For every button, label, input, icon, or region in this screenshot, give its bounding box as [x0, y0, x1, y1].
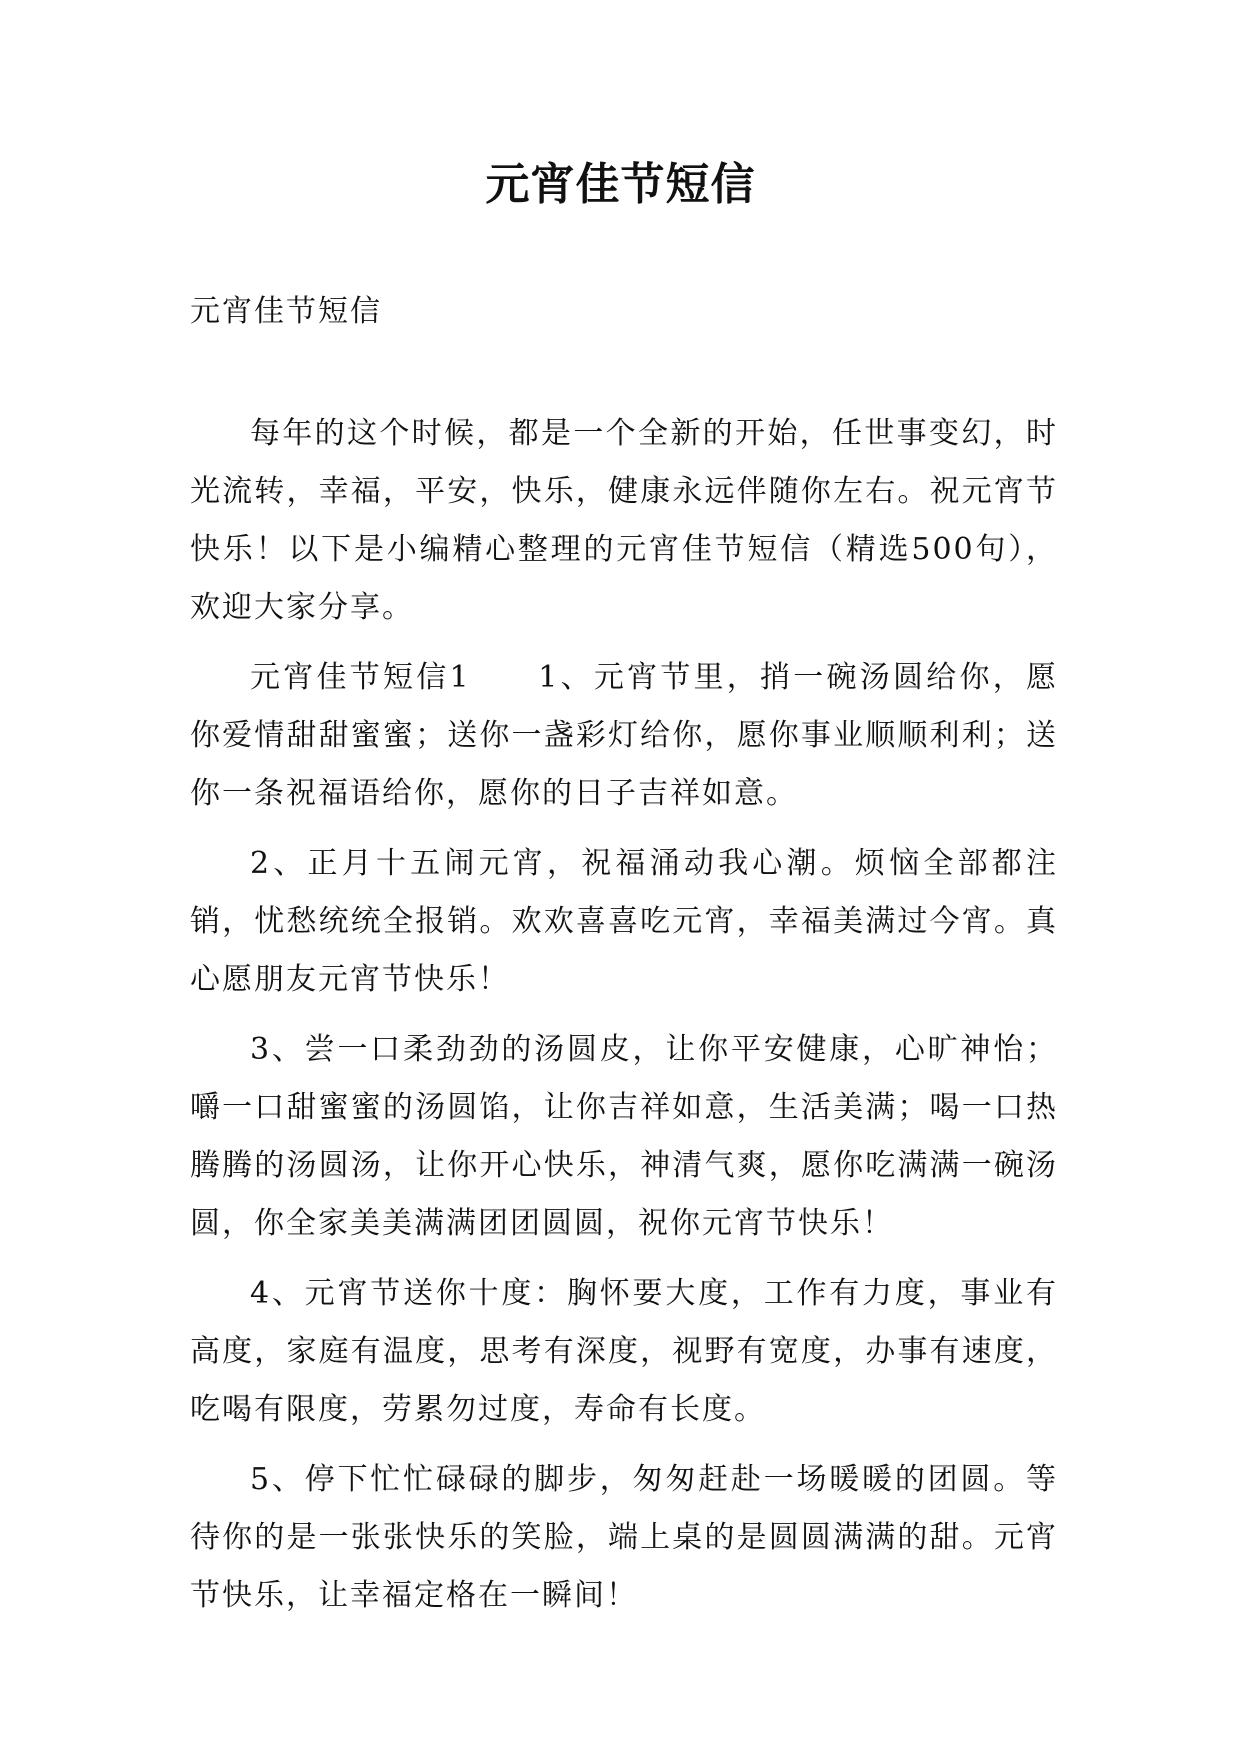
document-title: 元宵佳节短信	[485, 159, 756, 210]
document-subtitle: 元宵佳节短信	[190, 294, 382, 329]
paragraph-message-1: 元宵佳节短信1 1、元宵节里，捎一碗汤圆给你，愿你爱情甜甜蜜蜜；送你一盏彩灯给你，愿你事业顺顺利利；送你一条祝福语给你，愿你的日子吉祥如意。	[190, 660, 1058, 811]
document-body	[190, 405, 1058, 1637]
paragraph-message-4: 4、元宵节送你十度：胸怀要大度，工作有力度，事业有高度，家庭有温度，思考有深度，视野有宽度，办事有速度，吃喝有限度，劳累勿过度，寿命有长度。	[190, 1276, 1058, 1427]
paragraph-message-5: 5、停下忙忙碌碌的脚步，匆匆赶赴一场暖暖的团圆。等待你的是一张张快乐的笑脸，端上桌的是圆圆满满的甜。元宵节快乐，让幸福定格在一瞬间！	[190, 1462, 1058, 1613]
paragraph-intro: 每年的这个时候，都是一个全新的开始，任世事变幻，时光流转，幸福，平安，快乐，健康永远伴随你左右。祝元宵节快乐！以下是小编精心整理的元宵佳节短信（精选500句），欢迎大家分享。	[190, 416, 1058, 625]
paragraph-message-3: 3、尝一口柔劲劲的汤圆皮，让你平安健康，心旷神怡；嚼一口甜蜜蜜的汤圆馅，让你吉祥如意，生活美满；喝一口热腾腾的汤圆汤，让你开心快乐，神清气爽，愿你吃满满一碗汤圆，你全家美美满满团团圆圆，祝你元宵节快乐！	[190, 1032, 1058, 1241]
paragraph-message-2: 2、正月十五闹元宵，祝福涌动我心潮。烦恼全部都注销，忧愁统统全报销。欢欢喜喜吃元宵，幸福美满过今宵。真心愿朋友元宵节快乐！	[190, 846, 1058, 997]
